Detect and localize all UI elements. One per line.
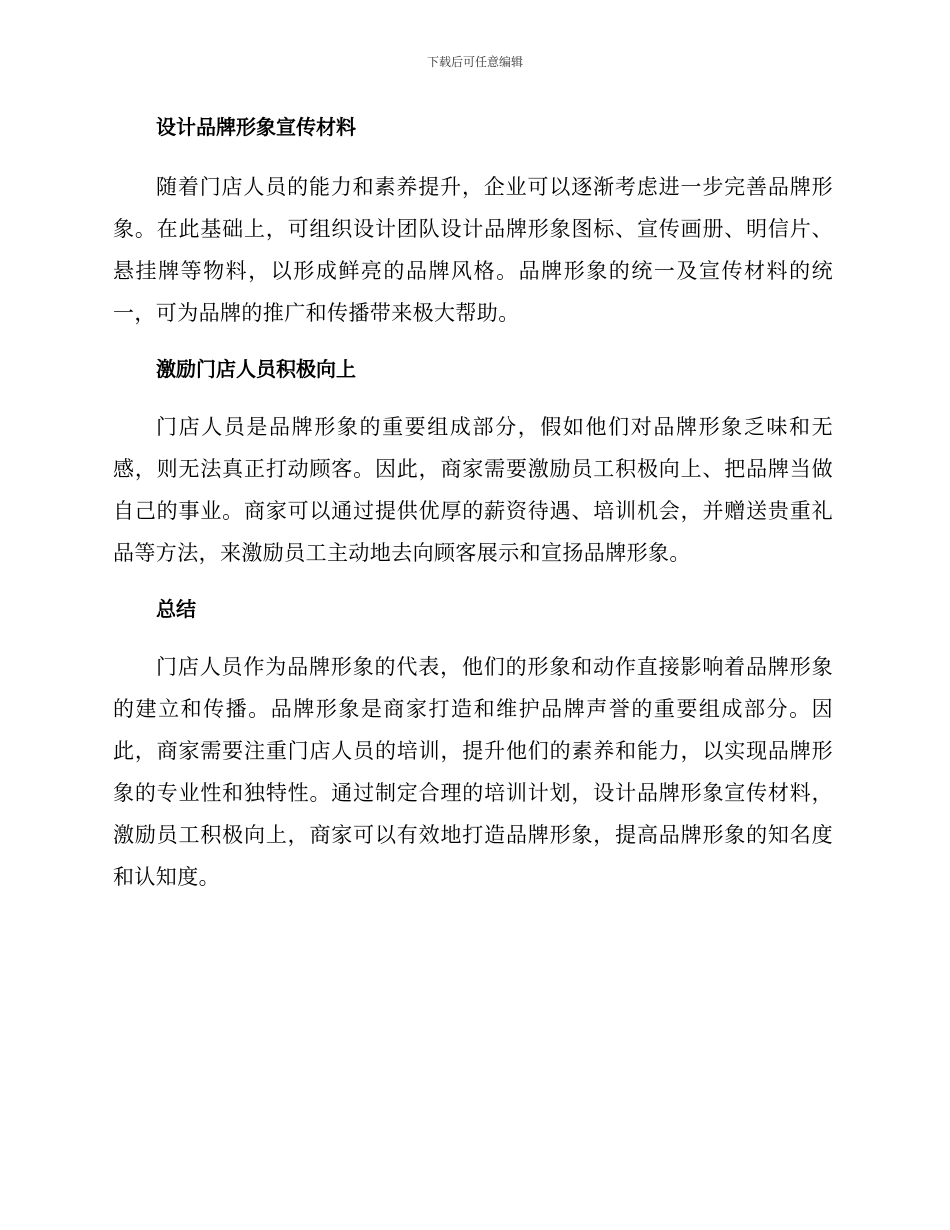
section-heading-summary: 总结 (156, 597, 196, 621)
section-paragraph-summary: 门店人员作为品牌形象的代表，他们的形象和动作直接影响着品牌形象的建立和传播。品牌形象是商家打造和维护品牌声誉的重要组成部分。因此，商家需要注重门店人员的培训，提升他们的素养和能力，以实现品牌形象的专业性和独特性。通过制定合理的培训计划，设计品牌形象宣传材料，激励员工积极向上，商家可以有效地打造品牌形象，提高品牌形象的知名度和认知度。 (113, 655, 833, 889)
document-body (113, 110, 833, 898)
section-heading-motivate-staff: 激励门店人员积极向上 (156, 357, 356, 381)
section-paragraph-motivate-staff: 门店人员是品牌形象的重要组成部分，假如他们对品牌形象乏味和无感，则无法真正打动顾客。因此，商家需要激励员工积极向上、把品牌当做自己的事业。商家可以通过提供优厚的薪资待遇、培训机会，并赠送贵重礼品等方法，来激励员工主动地去向顾客展示和宣扬品牌形象。 (113, 415, 833, 565)
section-heading-brand-materials: 设计品牌形象宣传材料 (156, 115, 356, 139)
page-header: 下载后可任意编辑 (426, 55, 523, 69)
section-paragraph-brand-materials: 随着门店人员的能力和素养提升，企业可以逐渐考虑进一步完善品牌形象。在此基础上，可组织设计团队设计品牌形象图标、宣传画册、明信片、悬挂牌等物料，以形成鲜亮的品牌风格。品牌形象的统一及宣传材料的统一，可为品牌的推广和传播带来极大帮助。 (113, 175, 833, 325)
